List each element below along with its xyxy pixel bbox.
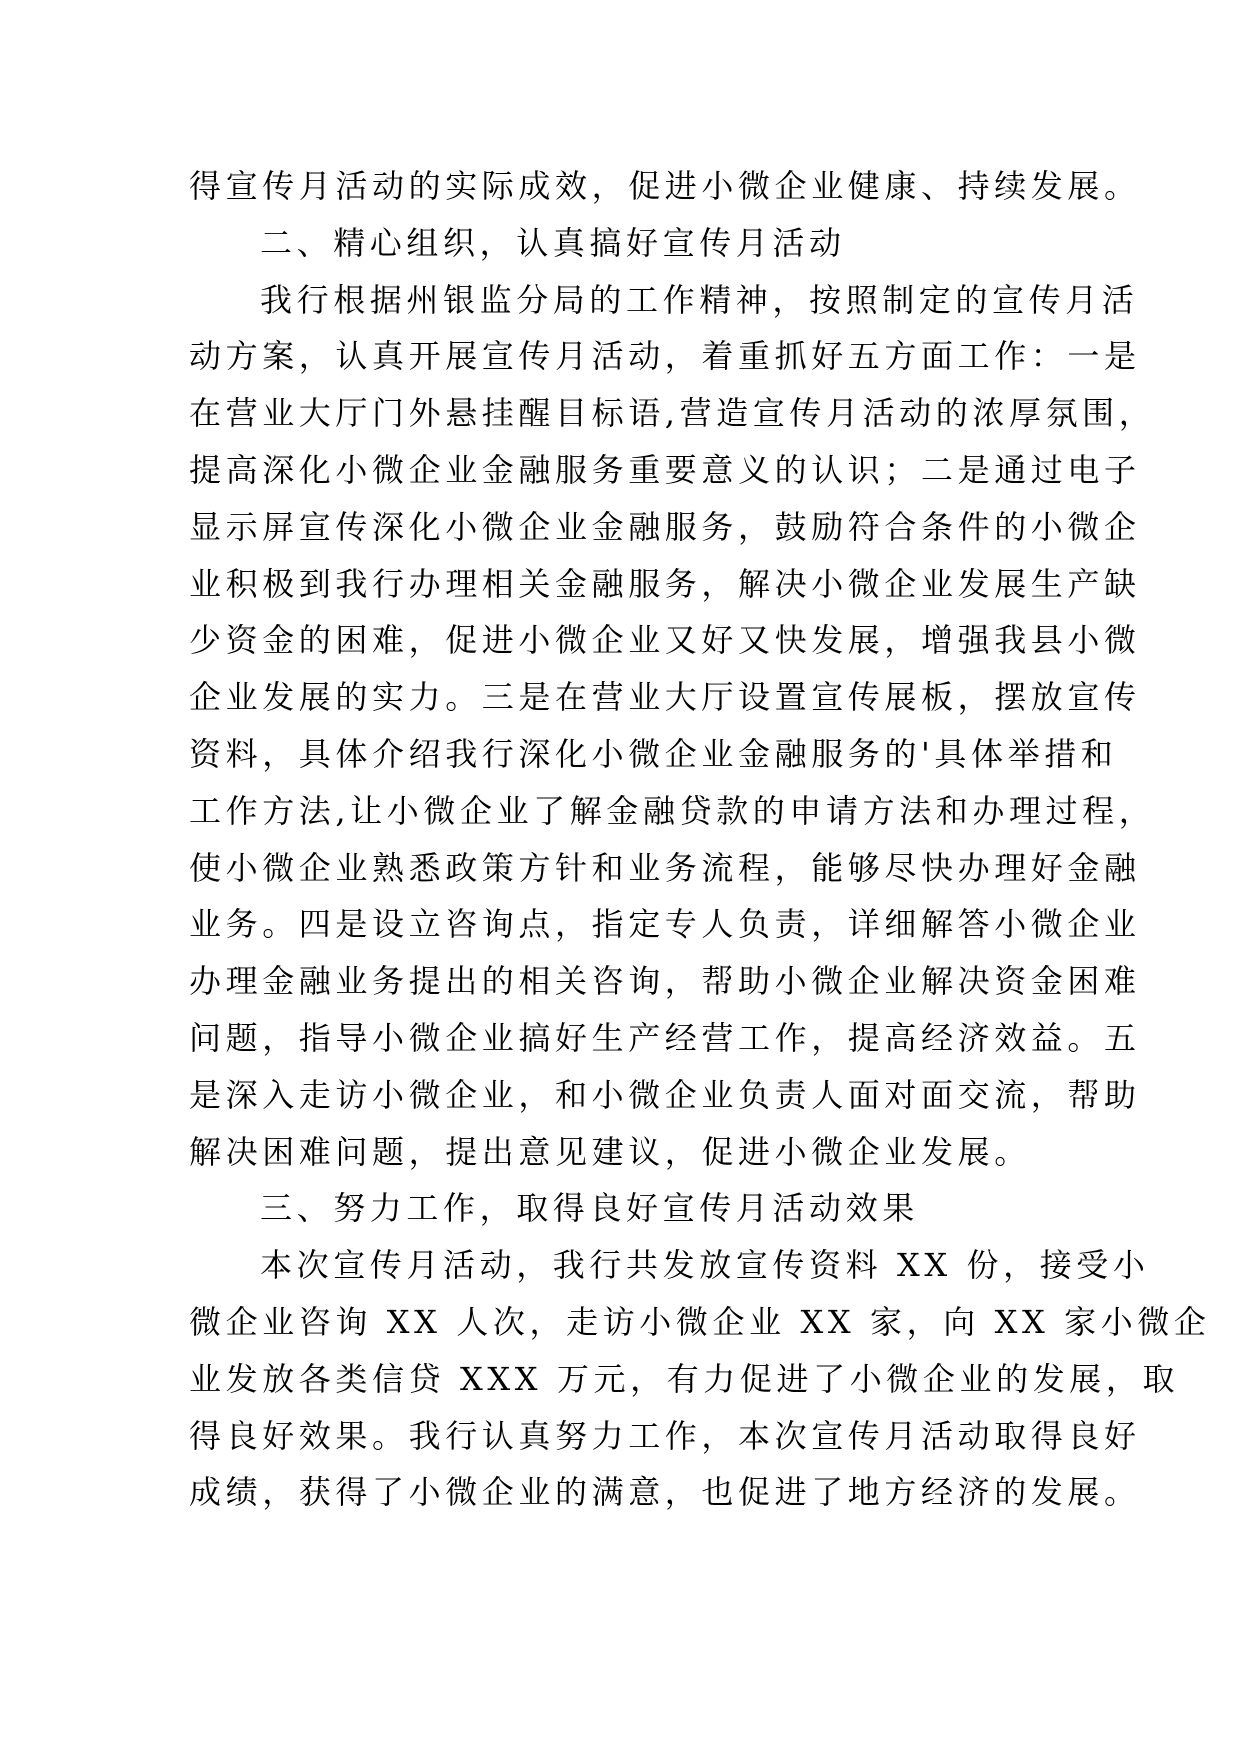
body-line: 问题，指导小微企业搞好生产经营工作，提高经济效益。五	[189, 1018, 1141, 1057]
body-line: 少资金的困难，促进小微企业又好又快发展，增强我县小微	[189, 621, 1141, 660]
body-line: 提高深化小微企业金融服务重要意义的认识；二是通过电子	[189, 450, 1141, 489]
body-line: 显示屏宣传深化小微企业金融服务，鼓励符合条件的小微企	[189, 507, 1141, 546]
body-line: 微企业咨询 XX 人次，走访小微企业 XX 家，向 XX 家小微企	[189, 1302, 1211, 1341]
body-line: 使小微企业熟悉政策方针和业务流程，能够尽快办理好金融	[189, 848, 1141, 887]
body-line: 企业发展的实力。三是在营业大厅设置宣传展板，摆放宣传	[189, 678, 1141, 717]
body-line: 得良好效果。我行认真努力工作，本次宣传月活动取得良好	[189, 1416, 1141, 1455]
body-line: 办理金融业务提出的相关咨询，帮助小微企业解决资金困难	[189, 962, 1141, 1001]
paragraph-start: 我行根据州银监分局的工作精神，按照制定的宣传月活	[260, 280, 1139, 319]
body-line: 资料，具体介绍我行深化小微企业金融服务的'具体举措和	[189, 734, 1118, 773]
paragraph-start: 本次宣传月活动，我行共发放宣传资料 XX 份，接受小	[260, 1246, 1150, 1285]
document-body	[189, 158, 1211, 1521]
body-line: 业积极到我行办理相关金融服务，解决小微企业发展生产缺	[189, 564, 1141, 603]
body-line: 成绩，获得了小微企业的满意，也促进了地方经济的发展。	[189, 1473, 1141, 1512]
section-heading-2: 二、精心组织，认真搞好宣传月活动	[260, 223, 846, 262]
section-heading-3: 三、努力工作，取得良好宣传月活动效果	[260, 1189, 919, 1228]
body-line: 工作方法,让小微企业了解金融贷款的申请方法和办理过程，	[189, 791, 1156, 830]
body-line: 动方案，认真开展宣传月活动，着重抓好五方面工作：一是	[189, 337, 1141, 376]
body-line: 业发放各类信贷 XXX 万元，有力促进了小微企业的发展，取	[189, 1359, 1180, 1398]
body-line: 得宣传月活动的实际成效，促进小微企业健康、持续发展。	[189, 167, 1141, 205]
body-line: 解决困难问题，提出意见建议，促进小微企业发展。	[189, 1132, 1031, 1171]
body-line: 在营业大厅门外悬挂醒目标语,营造宣传月活动的浓厚氛围，	[189, 394, 1156, 433]
body-line: 业务。四是设立咨询点，指定专人负责，详细解答小微企业	[189, 905, 1141, 944]
body-line: 是深入走访小微企业，和小微企业负责人面对面交流，帮助	[189, 1075, 1141, 1114]
